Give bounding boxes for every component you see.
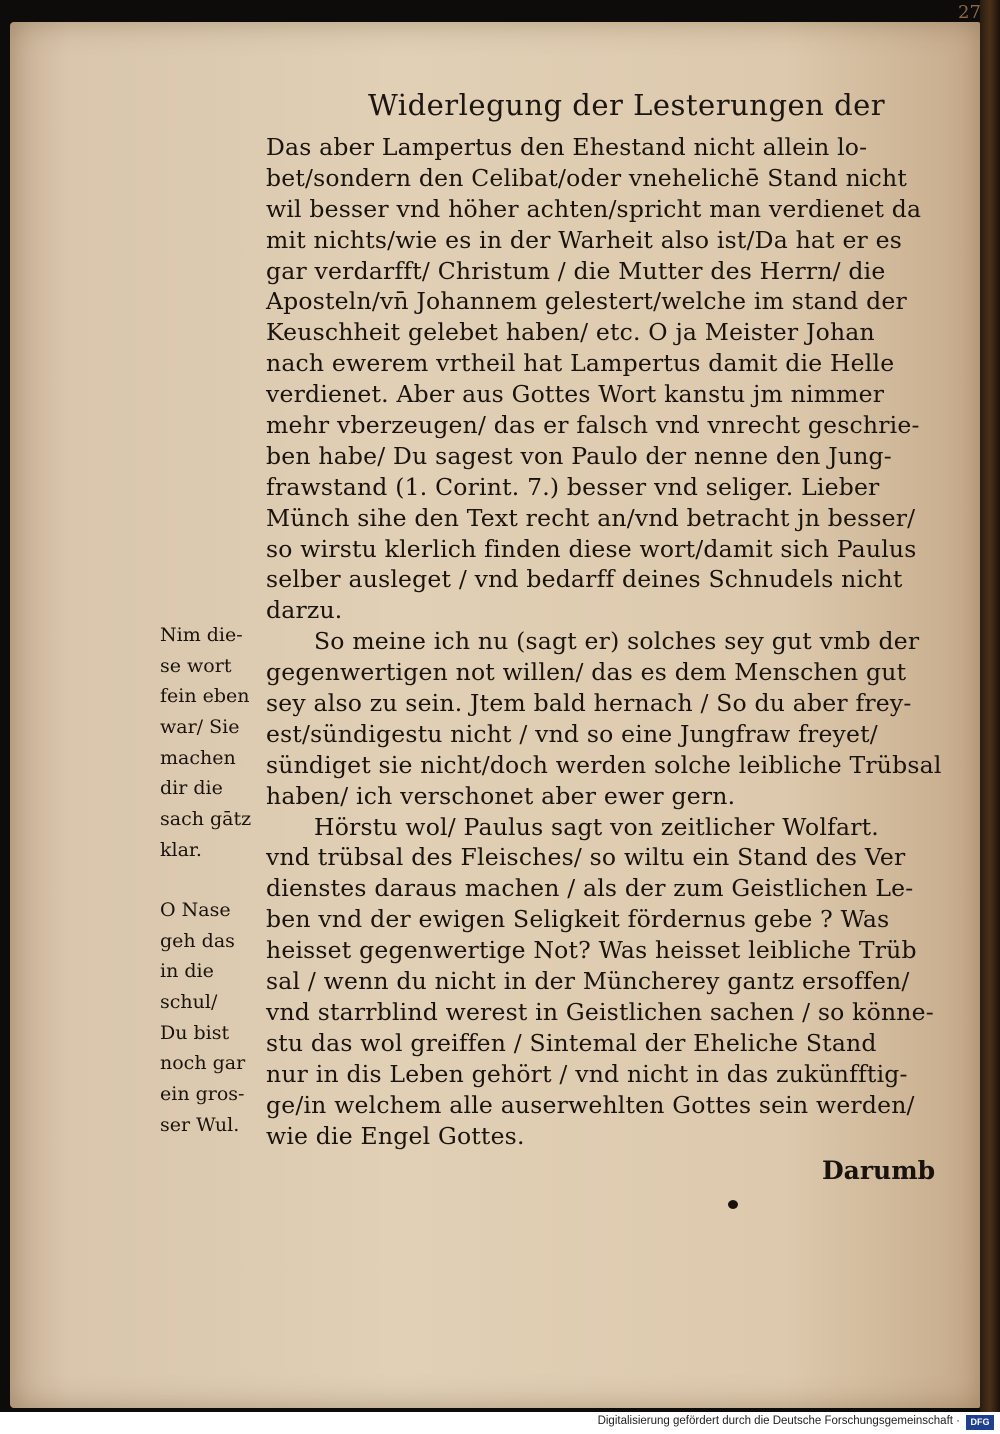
text-line: darzu.	[266, 596, 343, 625]
text-line: stu das wol greiffen / Sintemal der Eheliche Stand	[266, 1028, 877, 1057]
footer-bar	[0, 1412, 1000, 1434]
gloss-line: ser Wul.	[160, 1113, 240, 1136]
text-line: heisset gegenwertige Not? Was heisset leibliche Trüb	[266, 936, 917, 965]
text-line: Aposteln/vn̄ Johannem gelestert/welche im stand der	[266, 287, 907, 316]
gloss-line: in die	[160, 960, 214, 983]
text-line: selber ausleget / vnd bedarff deines Schnudels nicht	[266, 565, 903, 594]
gloss-line: klar.	[160, 838, 202, 861]
text-line: dienstes daraus machen / als der zum Geistlichen Le-	[266, 874, 914, 903]
gloss-line: schul/	[160, 991, 218, 1014]
text-line: nach ewerem vrtheil hat Lampertus damit die Helle	[266, 349, 895, 378]
text-line: sey also zu sein. Jtem bald hernach / So du aber frey-	[266, 689, 912, 718]
text-line: wil besser vnd höher achten/spricht man verdienet da	[266, 194, 922, 223]
text-line: Das aber Lampertus den Ehestand nicht allein lo-	[266, 133, 868, 161]
text-line: nur in dis Leben gehört / vnd nicht in das zukünfftig-	[266, 1059, 908, 1088]
text-line: Münch sihe den Text recht an/vnd betracht jn besser/	[266, 503, 916, 532]
text-line: So meine ich nu (sagt er) solches sey gut vmb der	[314, 627, 920, 656]
marginal-gloss	[160, 620, 264, 866]
text-line: Hörstu wol/ Paulus sagt von zeitlicher Wolfart.	[314, 812, 879, 841]
gloss-line: fein eben	[160, 685, 250, 708]
gloss-line: dir die	[160, 777, 223, 800]
running-head: Widerlegung der Lesterungen der	[368, 88, 886, 122]
text-line: so wirstu klerlich finden diese wort/damit sich Paulus	[266, 534, 917, 563]
gloss-line: war/ Sie	[160, 716, 240, 739]
gloss-line: machen	[160, 746, 236, 769]
gloss-line: O Nase	[160, 899, 231, 921]
dfg-logo-icon[interactable]: DFG	[966, 1415, 994, 1430]
text-line: est/sündigestu nicht / vnd so eine Jungfraw freyet/	[266, 719, 878, 748]
gloss-line: geh das	[160, 929, 235, 952]
text-line: mehr vberzeugen/ das er falsch vnd vnrecht geschrie-	[266, 411, 920, 440]
gloss-line: Du bist	[160, 1021, 230, 1044]
text-line: wie die Engel Gottes.	[266, 1121, 525, 1150]
gloss-line: noch gar	[160, 1052, 246, 1075]
gloss-line: Nim die-	[160, 624, 243, 646]
ink-spot	[728, 1200, 738, 1209]
text-line: gegenwertigen not willen/ das es dem Menschen gut	[266, 658, 907, 687]
gloss-line: se wort	[160, 654, 232, 677]
text-line: sündiget sie nicht/doch werden solche leibliche Trübsal	[266, 750, 942, 779]
text-line: Keuschheit gelebet haben/ etc. O ja Meister Johan	[266, 318, 875, 347]
text-line: ben habe/ Du sagest von Paulo der nenne den Jung-	[266, 441, 892, 470]
folio-number: 27	[958, 2, 981, 23]
text-line: ben vnd der ewigen Seligkeit fördernus gebe ? Was	[266, 905, 890, 934]
gloss-line: ein gros-	[160, 1083, 245, 1106]
text-line: bet/sondern den Celibat/oder vnehelichē Stand nicht	[266, 163, 907, 192]
text-line: sal / wenn du nicht in der Müncherey gantz ersoffen/	[266, 967, 910, 996]
text-line: gar verdarfft/ Christum / die Mutter des Herrn/ die	[266, 256, 886, 285]
text-line: verdienet. Aber aus Gottes Wort kanstu jm nimmer	[266, 380, 885, 409]
text-line: mit nichts/wie es in der Warheit also ist/Da hat er es	[266, 225, 903, 254]
text-line: vnd starrblind werest in Geistlichen sachen / so könne-	[266, 997, 934, 1026]
catchword: Darumb	[822, 1156, 936, 1185]
text-line: vnd trübsal des Fleisches/ so wiltu ein Stand des Ver	[266, 843, 906, 872]
gloss-line: sach gātz	[160, 808, 252, 831]
text-line: haben/ ich verschonet aber ewer gern.	[266, 781, 736, 810]
book-spine-edge	[980, 0, 1000, 1412]
funding-credit: Digitalisierung gefördert durch die Deutsche Forschungsgemeinschaft ·	[597, 1415, 960, 1427]
text-line: frawstand (1. Corint. 7.) besser vnd seliger. Lieber	[266, 472, 880, 501]
text-line: ge/in welchem alle auserwehlten Gottes sein werden/	[266, 1090, 915, 1119]
body-text	[266, 132, 946, 1151]
marginal-gloss	[160, 895, 264, 1141]
